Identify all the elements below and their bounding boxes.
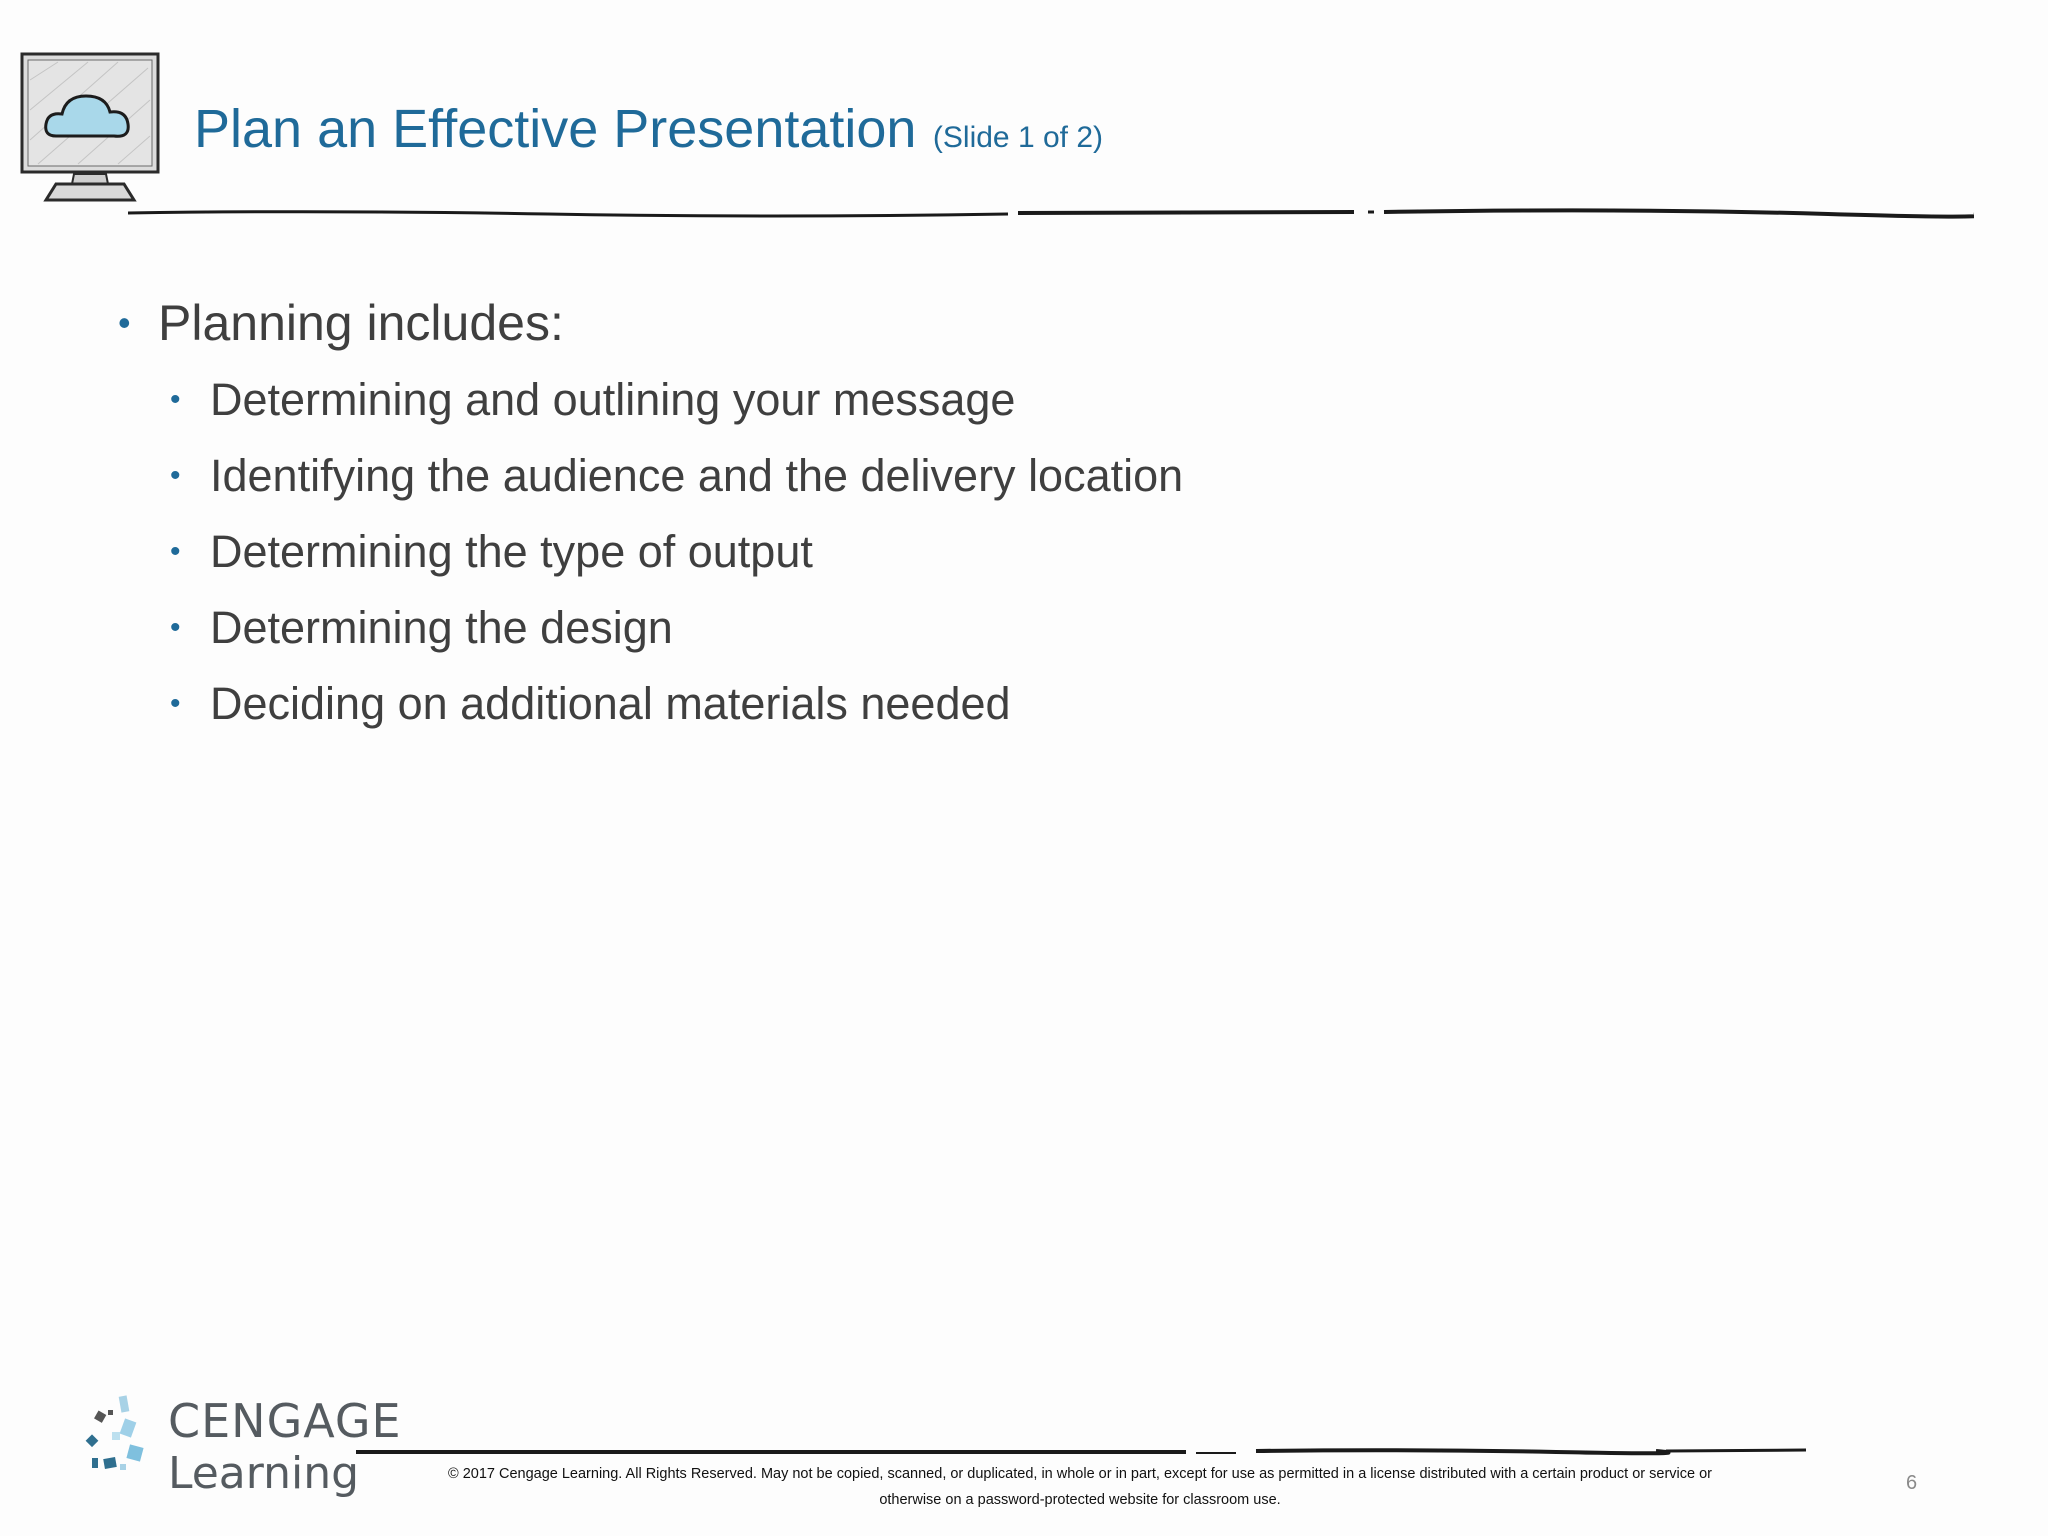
sub-bullet-text: Determining the type of output <box>210 526 813 577</box>
sub-bullet-item <box>170 514 1918 590</box>
copyright-line-1: © 2017 Cengage Learning. All Rights Reserved. May not be copied, scanned, or duplicated, in whole or in part, except for use as permitted in a license distributed with a certain product or service or <box>447 1466 1713 1482</box>
sub-bullet-item <box>170 438 1918 514</box>
page-number: 6 <box>1906 1472 1918 1494</box>
bullet-icon: • <box>170 611 181 644</box>
bullet-icon: • <box>170 535 181 568</box>
copyright-line-2: otherwise on a password-protected website for classroom use. <box>879 1492 1281 1508</box>
slide-title: Plan an Effective Presentation <box>194 99 917 159</box>
slide-title-group <box>194 98 1103 160</box>
sub-bullet-text: Determining the design <box>210 602 673 653</box>
sub-bullet-item <box>170 666 1918 742</box>
bullet-text: Planning includes: <box>158 295 564 351</box>
sub-bullet-text: Deciding on additional materials needed <box>210 678 1011 729</box>
logo-line-learning: Learning <box>168 1448 360 1499</box>
bullet-icon: • <box>170 383 181 416</box>
cengage-learning-logo <box>82 1392 402 1512</box>
copyright-notice <box>380 1461 1780 1513</box>
sub-bullet-text: Identifying the audience and the delivery location <box>210 450 1184 501</box>
sub-bullet-item <box>170 362 1918 438</box>
monitor-cloud-icon <box>18 50 166 210</box>
footer-divider <box>356 1446 1806 1458</box>
bullet-icon: • <box>170 459 181 492</box>
sub-bullet-list <box>118 362 1918 742</box>
sub-bullet-item <box>170 590 1918 666</box>
bullet-icon: • <box>170 687 181 720</box>
logo-mark-icon <box>82 1392 164 1512</box>
bullet-icon: • <box>118 302 131 343</box>
bullet-content <box>118 288 1918 742</box>
title-divider <box>128 206 1974 220</box>
logo-line-cengage: CENGAGE <box>168 1394 402 1448</box>
sub-bullet-text: Determining and outlining your message <box>210 374 1016 425</box>
slide-title-sub: (Slide 1 of 2) <box>932 121 1104 154</box>
bullet-item-level1 <box>118 288 1918 358</box>
